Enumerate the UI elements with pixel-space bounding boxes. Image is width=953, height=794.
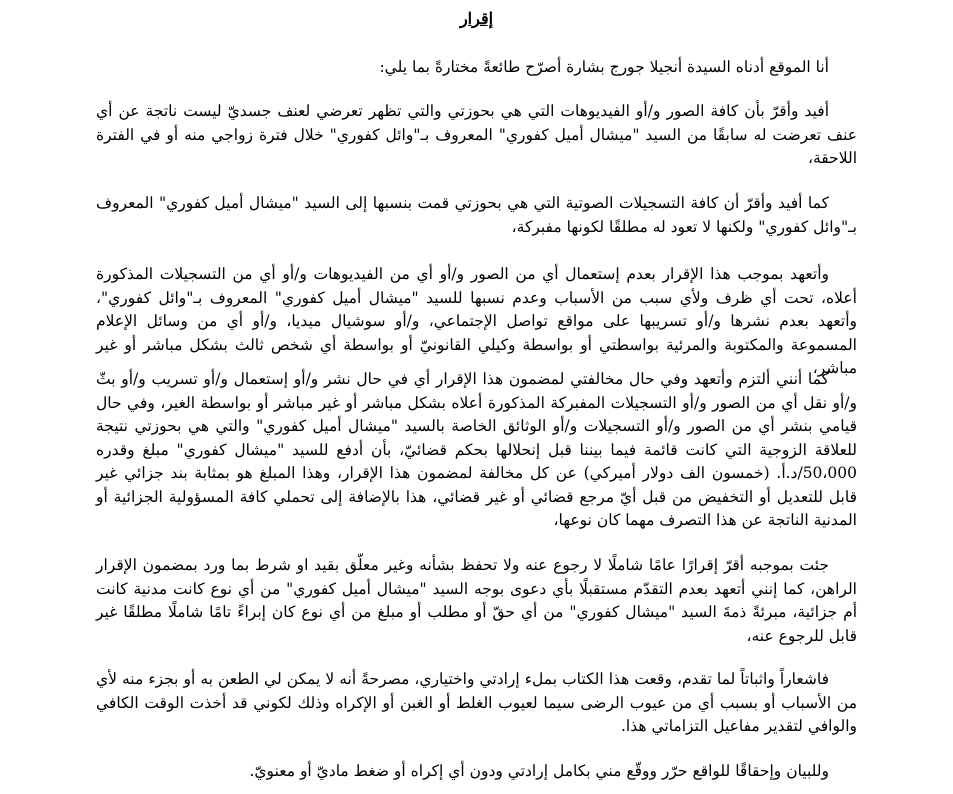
intro-paragraph: أنا الموقع أدناه السيدة أنجيلا جورج بشارة أصرّح طائعةً مختارةً بما يلي: [379, 58, 829, 76]
penalty-clause-paragraph: كما أنني ألتزم وأتعهد وفي حال مخالفتي لمضمون هذا الإقرار أي في حال نشر و/أو إستعمال و/أو تسريب و/أو بثّ و/أو نقل أي من الصور و/أو التسجيلات المفبركة المذكورة أعلاه بشكل مباشر أو غير مباشر أو بواسطة الغير، وفي حال قيامي بنشر أي من الصور و/أو التسجيلات و/أو الوثائق الخاصة بالسيد "ميشال أميل كفوري" والتي هي بحوزتي نتيجة للعلاقة الزوجية التي كانت قائمة فيما بيننا قبل إنحلالها بحكم قضائيّ، بأن أدفع للسيد "ميشال كفوري" مبلغ وقدره 50،000/د.أ. (خمسون الف دولار أميركي) عن كل مخالفة لمضمون هذا الإقرار، وهذا المبلغ هو بمثابة بند جزائي غير قابل للتعديل أو التخفيض من قبل أيّ مرجع قضائي أو غير قضائي، هذا بالإضافة إلى تحملي كافة المسؤولية الجزائية أو المدنية الناتجة عن هذا التصرف مهما كان نوعها، [96, 370, 857, 529]
acknowledgement-paragraph: فاشعاراً واثباتاً لما تقدم، وقعت هذا الكتاب بملء إرادتي واختياري، مصرحةً أنه لا يمكن لي الطعن به أو بجزء منه لأي من الأسباب أو بسبب أي من عيوب الرضى سيما لعيوب الغلط أو الغبن أو الإكراه وذلك لكوني قد أخذت الوقت الكافي والوافي لتقدير مفاعيل التزاماتي هذا. [96, 670, 857, 735]
recordings-declaration-paragraph: كما أفيد وأقرّ أن كافة التسجيلات الصوتية التي هي بحوزتي قمت بنسبها إلى السيد "ميشال أميل كفوري" المعروف بـ"وائل كفوري" ولكنها لا تعود له مطلقًا لكونها مفبركة، [96, 194, 857, 236]
document-title: إقرار [459, 9, 494, 28]
general-release-paragraph: جئت بموجبه أقرّ إقرارًا عامًا شاملًا لا رجوع عنه ولا تحفظ بشأنه وغير معلّق بقيد او شرط بما ورد بمضمون الإقرار الراهن، كما إنني أتعهد بعدم التقدّم مستقبلًا بأي دعوى بوجه السيد "ميشال أميل كفوري" من أي نوع كانت مدنية كانت أم جزائية، مبرئةً ذمةَ السيد "ميشال كفوري" من أي حقّ أو مطلب أو مبلغ من أي نوع كان إبراءً تامًا شاملًا مطلقًا غير قابل للرجوع عنه، [96, 556, 857, 645]
photos-declaration-paragraph: أفيد وأقرّ بأن كافة الصور و/أو الفيديوهات التي هي بحوزتي والتي تظهر تعرضي لعنف جسديّ ليست ناتجة عن أي عنف تعرضت له سابقًا من السيد "ميشال أميل كفوري" المعروف بـ"وائل كفوري" خلال فترة زواجي منه أو في الفترة اللاحقة، [96, 102, 857, 167]
non-use-commitment-paragraph: وأتعهد بموجب هذا الإقرار بعدم إستعمال أي من الصور و/أو أي من الفيديوهات و/أو أي من التسجيلات المذكورة أعلاه، تحت أي ظرف ولأي سبب من الأسباب وعدم نسبها للسيد "ميشال أميل كفوري" المعروف بـ"وائل كفوري"، وأتعهد بعدم نشرها و/أو تسريبها على مواقع تواصل الإجتماعي، و/أو سوشيال ميديا، و/أو أي من وسائل الإعلام المسموعة والمكتوبة والمرئية بواسطتي أو بواسطة وكيلي القانونيّ أو بواسطة أي شخص ثالث بشكل مباشر أو غير مباشر، [96, 265, 857, 377]
closing-statement-paragraph: وللبيان وإحقاقًا للواقع حرّر ووقّع مني بكامل إرادتي ودون أي إكراه أو ضغط ماديّ أو معنويّ. [249, 762, 829, 780]
